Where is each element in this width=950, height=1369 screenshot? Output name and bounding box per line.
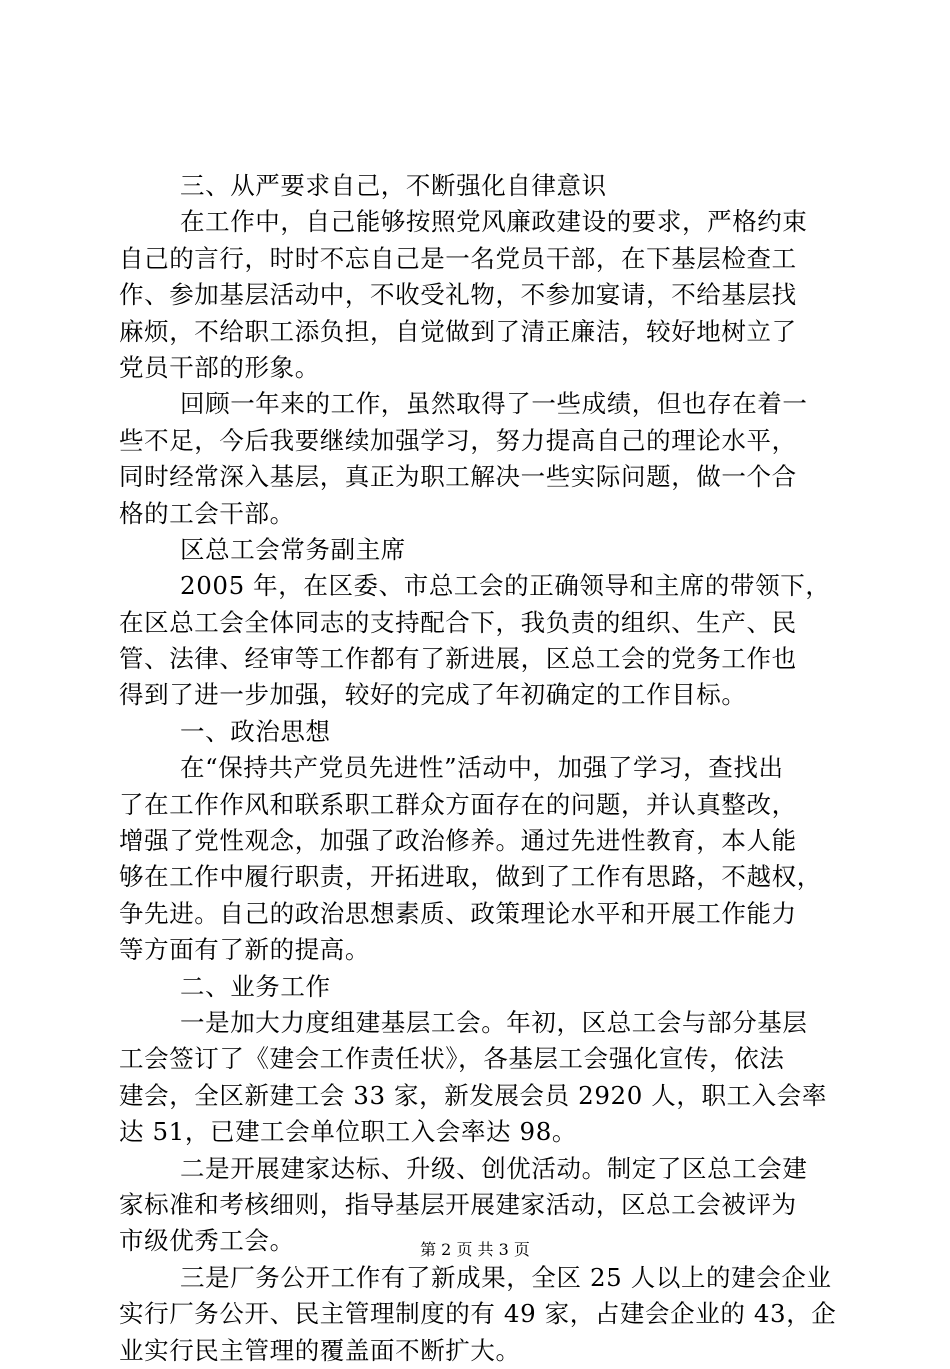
text-line: 建会，全区新建工会 33 家，新发展会员 2920 人，职工入会率: [119, 1080, 827, 1110]
text-line: 在工作中，自己能够按照党风廉政建设的要求，严格约束: [180, 207, 808, 237]
text-line: 在“保持共产党员先进性”活动中，加强了学习，查找出: [180, 753, 784, 783]
text-line: 管、法律、经审等工作都有了新进展，区总工会的党务工作也: [119, 644, 797, 674]
text-line: 作、参加基层活动中，不收受礼物，不参加宴请，不给基层找: [119, 280, 797, 310]
text-line: 得到了进一步加强，较好的完成了年初确定的工作目标。: [119, 680, 747, 710]
text-line: 实行厂务公开、民主管理制度的有 49 家，占建会企业的 43，企: [119, 1299, 837, 1329]
text-line: 二是开展建家达标、升级、创优活动。制定了区总工会建: [180, 1153, 808, 1183]
page-footer: 第 2 页 共 3 页: [420, 1240, 530, 1259]
text-line: 自己的言行，时时不忘自己是一名党员干部，在下基层检查工: [119, 243, 797, 273]
text-line: 麻烦，不给职工添负担，自觉做到了清正廉洁，较好地树立了: [119, 316, 797, 346]
text-line: 区总工会常务副主席: [180, 534, 406, 564]
text-line: 同时经常深入基层，真正为职工解决一些实际问题，做一个合: [119, 462, 797, 492]
text-line: 够在工作中履行职责，开拓进取，做到了工作有思路，不越权，: [119, 862, 822, 892]
text-line: 了在工作作风和联系职工群众方面存在的问题，并认真整改，: [119, 789, 797, 819]
text-line: 争先进。自己的政治思想素质、政策理论水平和开展工作能力: [119, 898, 797, 928]
text-line: 等方面有了新的提高。: [119, 935, 370, 965]
text-line: 二、业务工作: [180, 971, 331, 1001]
text-line: 回顾一年来的工作，虽然取得了一些成绩，但也存在着一: [180, 389, 808, 419]
document-body: [119, 168, 837, 1369]
text-line: 2005 年，在区委、市总工会的正确领导和主席的带领下，: [180, 571, 831, 601]
text-line: 一、政治思想: [180, 716, 331, 746]
text-line: 增强了党性观念，加强了政治修养。通过先进性教育，本人能: [119, 826, 797, 856]
text-line: 党员干部的形象。: [119, 352, 320, 382]
text-line: 工会签订了《建会工作责任状》，各基层工会强化宣传，依法: [119, 1044, 785, 1074]
text-line: 达 51，已建工会单位职工入会率达 98。: [119, 1117, 578, 1147]
text-line: 些不足，今后我要继续加强学习，努力提高自己的理论水平，: [119, 425, 797, 455]
text-line: 市级优秀工会。: [119, 1226, 295, 1256]
text-line: 家标准和考核细则，指导基层开展建家活动，区总工会被评为: [119, 1189, 797, 1219]
text-line: 格的工会干部。: [119, 498, 295, 528]
text-line: 一是加大力度组建基层工会。年初，区总工会与部分基层: [180, 1007, 808, 1037]
text-line: 在区总工会全体同志的支持配合下，我负责的组织、生产、民: [119, 607, 797, 637]
text-line: 业实行民主管理的覆盖面不断扩大。: [119, 1335, 521, 1365]
text-line: 三、从严要求自己，不断强化自律意识: [180, 171, 607, 200]
text-line: 三是厂务公开工作有了新成果，全区 25 人以上的建会企业: [180, 1262, 832, 1292]
